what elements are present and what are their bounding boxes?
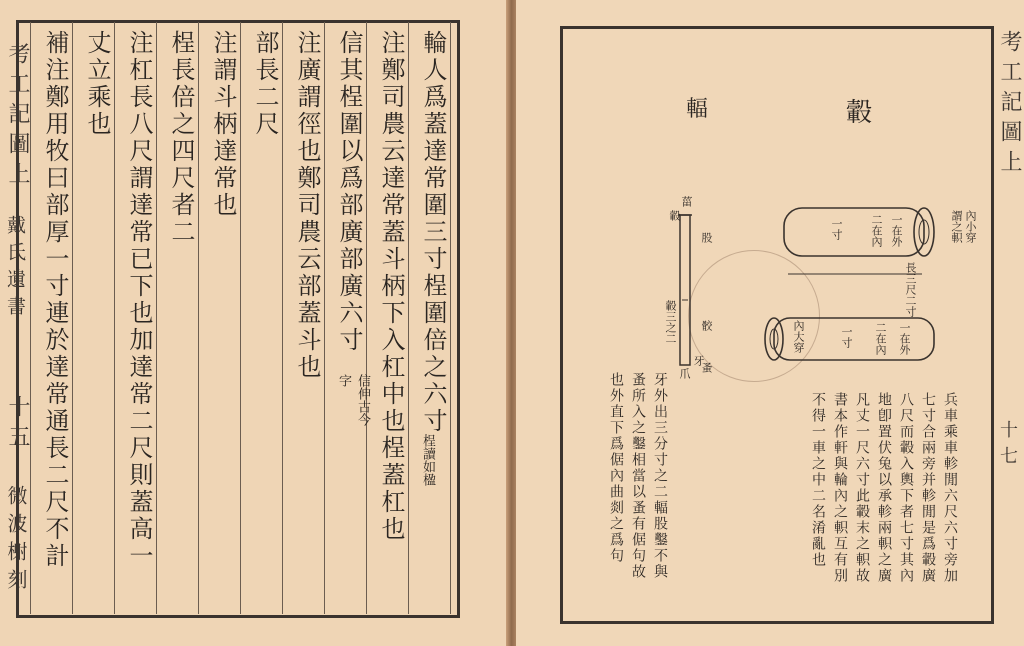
left-margin-title: 考工記圖上	[5, 42, 30, 192]
upper-hub-inner-3: 一寸	[830, 218, 843, 240]
text-column: 丈立乘也	[83, 30, 111, 138]
text-column: 信其桯圍以爲部廣部廣六寸	[335, 30, 363, 354]
spoke-part-qiao: 骹	[700, 320, 713, 331]
spoke-part-ya: 牙	[692, 355, 705, 366]
lower-hub-inner-1: 一在外	[898, 322, 911, 355]
lower-hub-inner-3: 一寸	[840, 326, 853, 348]
spoke-part-zao: 蚤	[700, 362, 713, 373]
spoke-top-label: 菑	[680, 196, 693, 207]
commentary-column: 地卽置伏兔以承軫兩軹之廣	[876, 392, 892, 584]
commentary-column: 兵車乘車軫閒六尺六寸旁加	[942, 392, 958, 584]
text-column: 輪人爲蓋達常圍三寸桯圍倍之六寸	[419, 30, 447, 435]
commentary-column: 書本作軒與輪內之軹互有別	[832, 392, 848, 584]
right-margin-page-number: 十七	[997, 420, 1018, 472]
spoke-note-column: 牙外出三分寸之二輻股鑿不與	[652, 372, 668, 580]
diagram-heading-hub: 轂	[846, 98, 873, 128]
column-rule	[30, 22, 31, 614]
spoke-note-column: 也外直下爲倨內曲剡之爲句	[608, 372, 624, 564]
commentary-column: 七寸合兩旁并軫閒是爲轂廣	[920, 392, 936, 584]
lower-hub-inner-2: 二在內	[874, 322, 887, 355]
text-column: 注杠長八尺謂達常已下也加達常二尺則蓋高一	[125, 30, 153, 570]
text-column: 部長二尺	[251, 30, 279, 138]
spoke-part-gu: 股	[700, 232, 713, 243]
left-page	[0, 0, 508, 646]
upper-hub-label-1: 內小穿	[964, 210, 977, 243]
commentary-column: 不得一車之中二名淆亂也	[810, 392, 826, 568]
text-column: 補注鄭用牧曰部厚一寸連於達常通長二尺不計	[41, 30, 69, 570]
spoke-note-column: 蚤所入之鑿相當以蚤有倨句故	[630, 372, 646, 580]
spoke-top-label-2: 轂	[668, 210, 681, 221]
interlinear-note: 桯讀如楹	[420, 434, 435, 486]
spoke-side-label: 轂三之二	[664, 300, 677, 344]
upper-hub-inner-2: 二在內	[870, 214, 883, 247]
text-column: 注鄭司農云達常蓋斗柄下入杠中也桯蓋杠也	[377, 30, 405, 543]
text-column: 桯長倍之四尺者二	[167, 30, 195, 246]
spoke-shape	[680, 215, 690, 365]
upper-hub-label-2: 謂之軹	[950, 210, 963, 243]
upper-hub-side-label: 長三尺二寸	[904, 262, 917, 317]
commentary-column: 八尺而轂入輿下者七寸其內	[898, 392, 914, 584]
text-column: 注廣謂徑也鄭司農云部蓋斗也	[293, 30, 321, 381]
right-page	[516, 0, 1024, 646]
lower-hub-label-1: 內大穿	[792, 320, 805, 353]
left-margin-series: 戴氏遺書	[4, 215, 26, 323]
interlinear-note: 信伸古今字	[336, 374, 370, 426]
upper-hub-inner-1: 一在外	[890, 214, 903, 247]
left-margin-page-number: 十五	[5, 395, 30, 455]
left-margin-publisher: 微波榭刻	[4, 485, 28, 597]
text-column: 注謂斗柄達常也	[209, 30, 237, 219]
diagram-heading-spoke: 輻	[686, 97, 709, 122]
spoke-part-zhua: 爪	[678, 368, 691, 379]
commentary-column: 凡丈一尺六寸此轂末之軹故	[854, 392, 870, 584]
right-margin-title: 考工記圖上	[997, 30, 1022, 180]
